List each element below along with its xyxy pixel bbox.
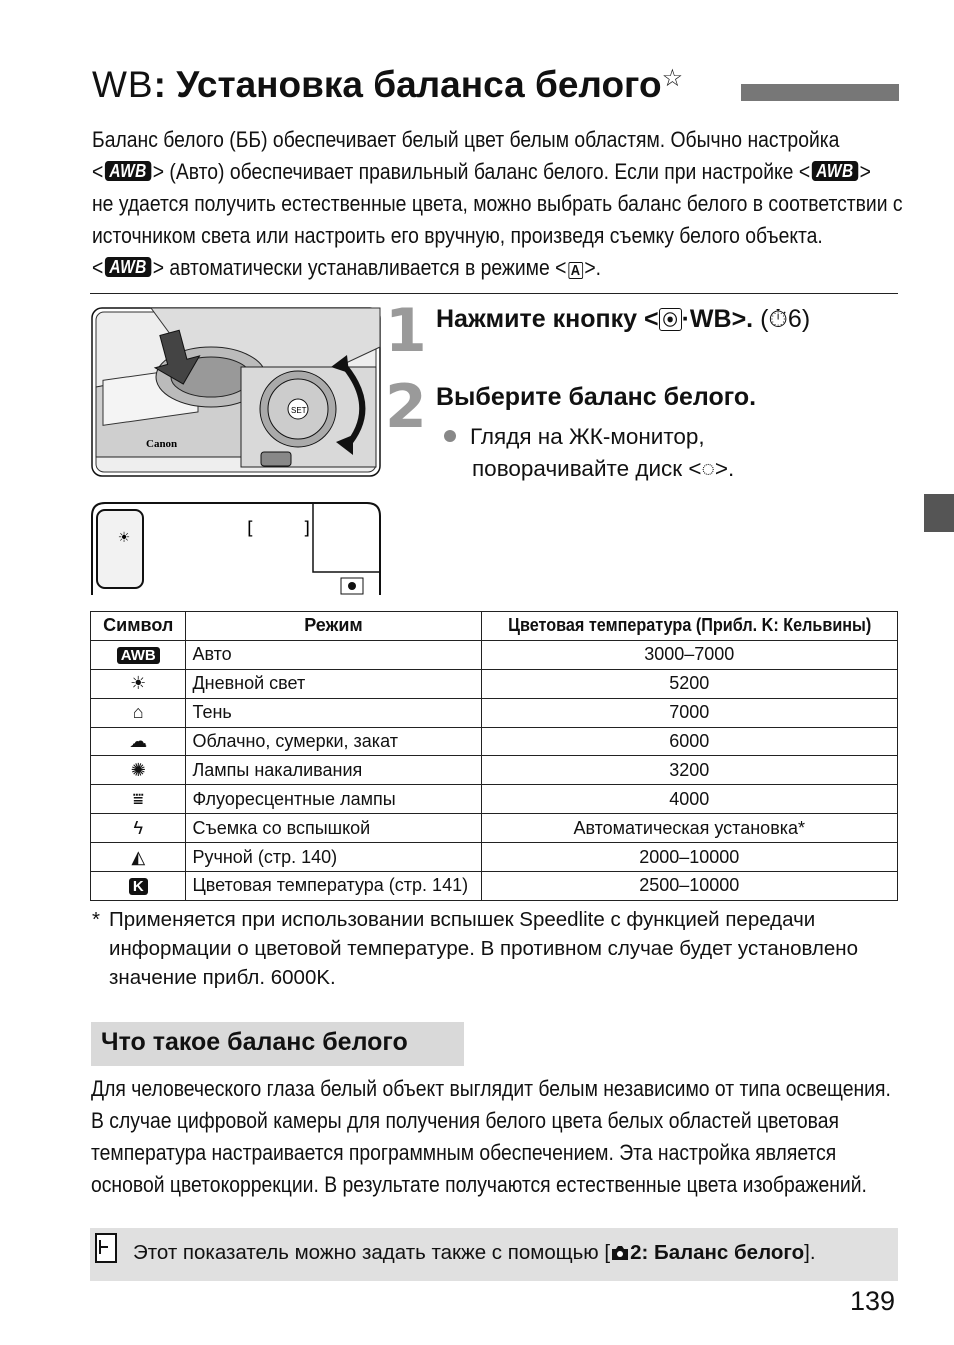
section-line: основой цветокоррекции. В результате получаются естественные цвета изображений. [91, 1172, 867, 1197]
timer-icon: (⏱6) [760, 305, 811, 333]
table-row: ⩸ Флуоресцентные лампы 4000 [91, 785, 898, 814]
note-icon [94, 1232, 118, 1264]
daylight-icon: ☀ [91, 669, 186, 698]
step-number: 2 [385, 372, 427, 442]
camera-icon [610, 1245, 630, 1261]
cloudy-icon: ☁ [91, 727, 186, 756]
step-number: 1 [385, 296, 427, 366]
fluorescent-icon: ⩸ [91, 785, 186, 814]
section-line: температура настраивается программным обеспечением. Эта настройка является [91, 1140, 837, 1165]
awb-icon: AWB [812, 161, 858, 181]
camera-top-illustration [91, 307, 381, 477]
svg-text:]: ] [303, 518, 311, 539]
section-heading: Что такое баланс белого [91, 1022, 464, 1066]
step-bullet: Глядя на ЖК-монитор, [444, 420, 705, 453]
section-line: В случае цифровой камеры для получения белого цвета белых областей цветовая [91, 1108, 839, 1133]
table-row: ☀ Дневной свет 5200 [91, 669, 898, 698]
step-title: Выберите баланс белого. [436, 383, 757, 411]
awb-icon: AWB [105, 257, 151, 277]
svg-text:SET: SET [291, 406, 307, 415]
shade-icon: ⌂ [91, 698, 186, 727]
intro-line-1: Баланс белого (ББ) обеспечивает белый цвет белым областям. Обычно настройка [92, 127, 840, 152]
section-line: Для человеческого глаза белый объект выглядит белым независимо от типа освещения. [91, 1076, 891, 1101]
footnote: * Применяется при использовании вспышек Speedlite с функцией передачи информации о цветовой температуре. В противном случае будет установлено значение прибл. 6000K. [92, 908, 858, 989]
table-header-row: Символ Режим Цветовая температура (Прибл. K: Кельвины) [91, 612, 898, 641]
awb-icon: AWB [105, 161, 151, 181]
table-row: ✺ Лампы накаливания 3200 [91, 756, 898, 785]
table-row: ◭ Ручной (стр. 140) 2000–10000 [91, 843, 898, 872]
page-number: 139 [850, 1286, 896, 1316]
step-bullet-cont: поворачивайте диск <◌>. [472, 456, 735, 481]
kelvin-icon: K [129, 878, 148, 895]
star-icon: ☆ [661, 65, 684, 92]
intro-line-2: < AWB > (Авто) обеспечивает правильный баланс белого. Если при настройке < AWB > [92, 159, 871, 184]
bullet-icon [444, 430, 456, 442]
intro-line-4: источником света или настроить его вручную, произведя съемку белого объекта. [92, 223, 823, 248]
flash-icon: ϟ [91, 814, 186, 843]
wb-icon: WB [92, 64, 154, 105]
awb-icon: AWB [117, 647, 160, 664]
table-row: K Цветовая температура (стр. 141) 2500–10000 [91, 872, 898, 901]
intro-line-3: не удается получить естественные цвета, можно выбрать баланс белого в соответствии с [92, 191, 903, 216]
tungsten-icon: ✺ [91, 756, 186, 785]
note-text: Этот показатель можно задать также с помощью [ 2: Баланс белого]. [133, 1241, 816, 1264]
page-title: WB: Установка баланса белого☆ [92, 64, 684, 105]
table-row: ⌂ Тень 7000 [91, 698, 898, 727]
intro-line-5: < AWB > автоматически устанавливается в режиме < A >. [92, 255, 602, 280]
lcd-panel-illustration [91, 502, 381, 595]
table-row: ☁ Облачно, сумерки, закат 6000 [91, 727, 898, 756]
chapter-tab [924, 494, 954, 532]
table-row: ϟ Съемка со вспышкой Автоматическая установка* [91, 814, 898, 843]
svg-text:☀: ☀ [117, 530, 131, 546]
wb-table [90, 611, 898, 901]
table-row: AWB Авто 3000–7000 [91, 640, 898, 669]
svg-text:Canon: Canon [146, 438, 178, 450]
scene-intelligent-auto-icon: A [568, 262, 582, 279]
title-bar-decoration [741, 84, 899, 101]
custom-wb-icon: ◭ [91, 843, 186, 872]
metering-button-icon: ⦿ [659, 308, 682, 331]
svg-text:[: [ [247, 518, 255, 539]
divider [90, 293, 898, 294]
step-title: Нажмите кнопку < ⦿ ·WB>. (⏱6) [436, 305, 811, 333]
